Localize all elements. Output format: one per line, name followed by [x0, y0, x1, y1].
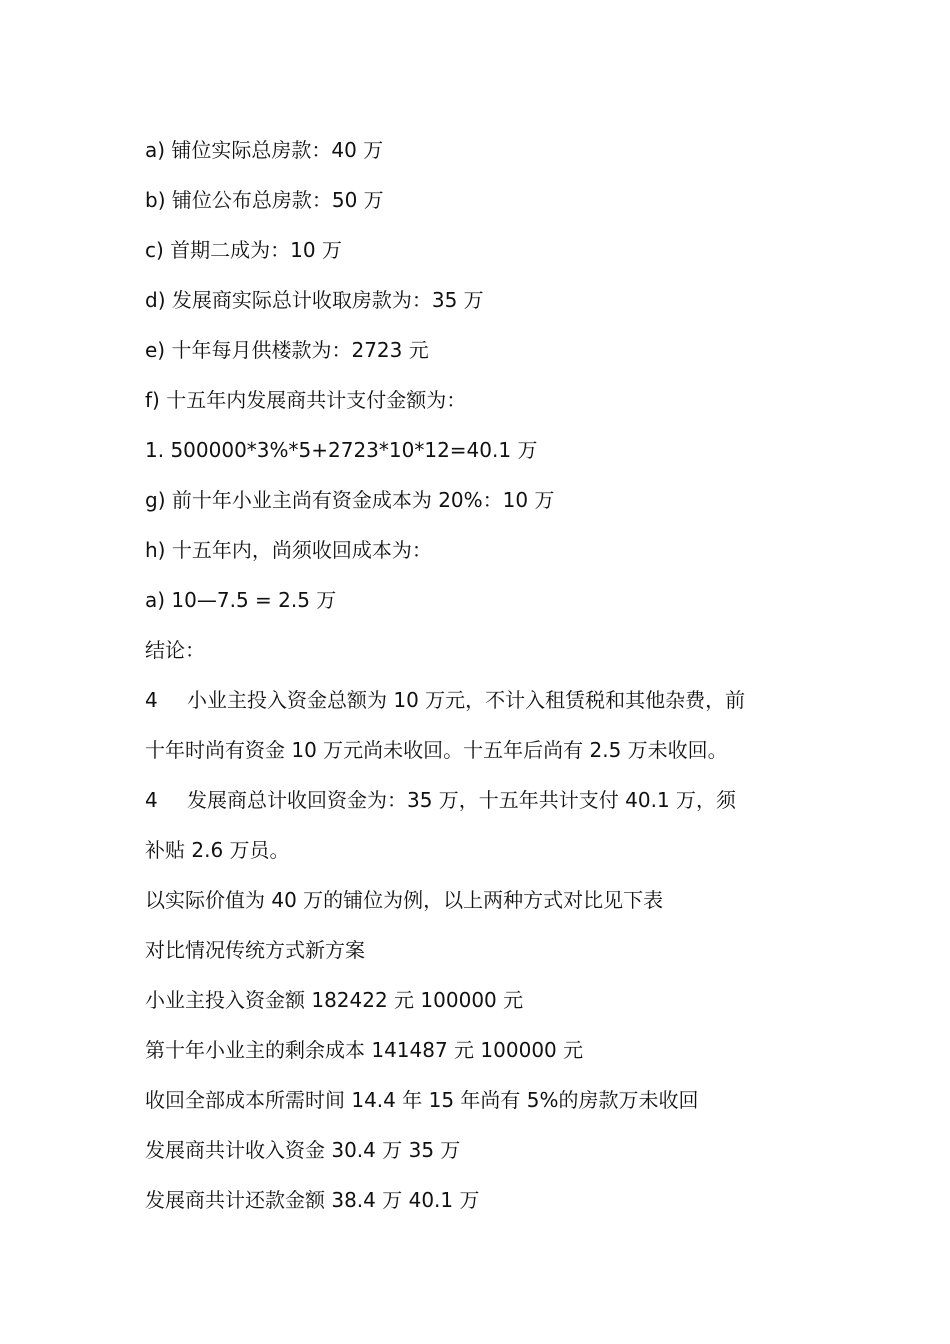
- item-a-actual-price: a) 铺位实际总房款：40 万: [145, 138, 384, 162]
- comparison-header: 对比情况传统方式新方案: [145, 938, 365, 962]
- item-formula: 1. 500000*3%*5+2723*10*12=40.1 万: [145, 438, 538, 462]
- comparison-row: 发展商共计收入资金 30.4 万 35 万: [145, 1138, 461, 1162]
- item-f-developer-payout: f) 十五年内发展商共计支付金额为：: [145, 388, 467, 412]
- comparison-row: 收回全部成本所需时间 14.4 年 15 年尚有 5%的房款万未收回: [145, 1088, 699, 1112]
- conclusion-2-line-2: 补贴 2.6 万员。: [145, 838, 290, 862]
- item-a-calculation: a) 10—7.5 = 2.5 万: [145, 588, 337, 612]
- conclusion-1-text: 小业主投入资金总额为 10 万元，不计入租赁税和其他杂费，前: [187, 688, 746, 712]
- conclusion-1-number: 4: [145, 688, 158, 712]
- item-c-down-payment: c) 首期二成为：10 万: [145, 238, 342, 262]
- conclusion-2-line-1: [145, 786, 825, 814]
- comparison-row: 小业主投入资金额 182422 元 100000 元: [145, 988, 524, 1012]
- comparison-row: 发展商共计还款金额 38.4 万 40.1 万: [145, 1188, 480, 1212]
- conclusion-2-text: 发展商总计收回资金为：35 万，十五年共计支付 40.1 万，须: [187, 788, 737, 812]
- conclusion-1-line-1: [145, 686, 825, 714]
- item-g-capital-cost: g) 前十年小业主尚有资金成本为 20%：10 万: [145, 488, 555, 512]
- item-b-published-price: b) 铺位公布总房款：50 万: [145, 188, 384, 212]
- conclusion-2-number: 4: [145, 788, 158, 812]
- comparison-row: 第十年小业主的剩余成本 141487 元 100000 元: [145, 1038, 584, 1062]
- item-h-remaining-cost: h) 十五年内，尚须收回成本为：: [145, 538, 432, 562]
- conclusion-heading: 结论：: [145, 638, 205, 662]
- item-e-monthly-payment: e) 十年每月供楼款为：2723 元: [145, 338, 429, 362]
- comparison-intro: 以实际价值为 40 万的铺位为例，以上两种方式对比见下表: [145, 888, 664, 912]
- item-d-developer-revenue: d) 发展商实际总计收取房款为：35 万: [145, 288, 484, 312]
- conclusion-1-line-2: 十年时尚有资金 10 万元尚未收回。十五年后尚有 2.5 万未收回。: [145, 738, 728, 762]
